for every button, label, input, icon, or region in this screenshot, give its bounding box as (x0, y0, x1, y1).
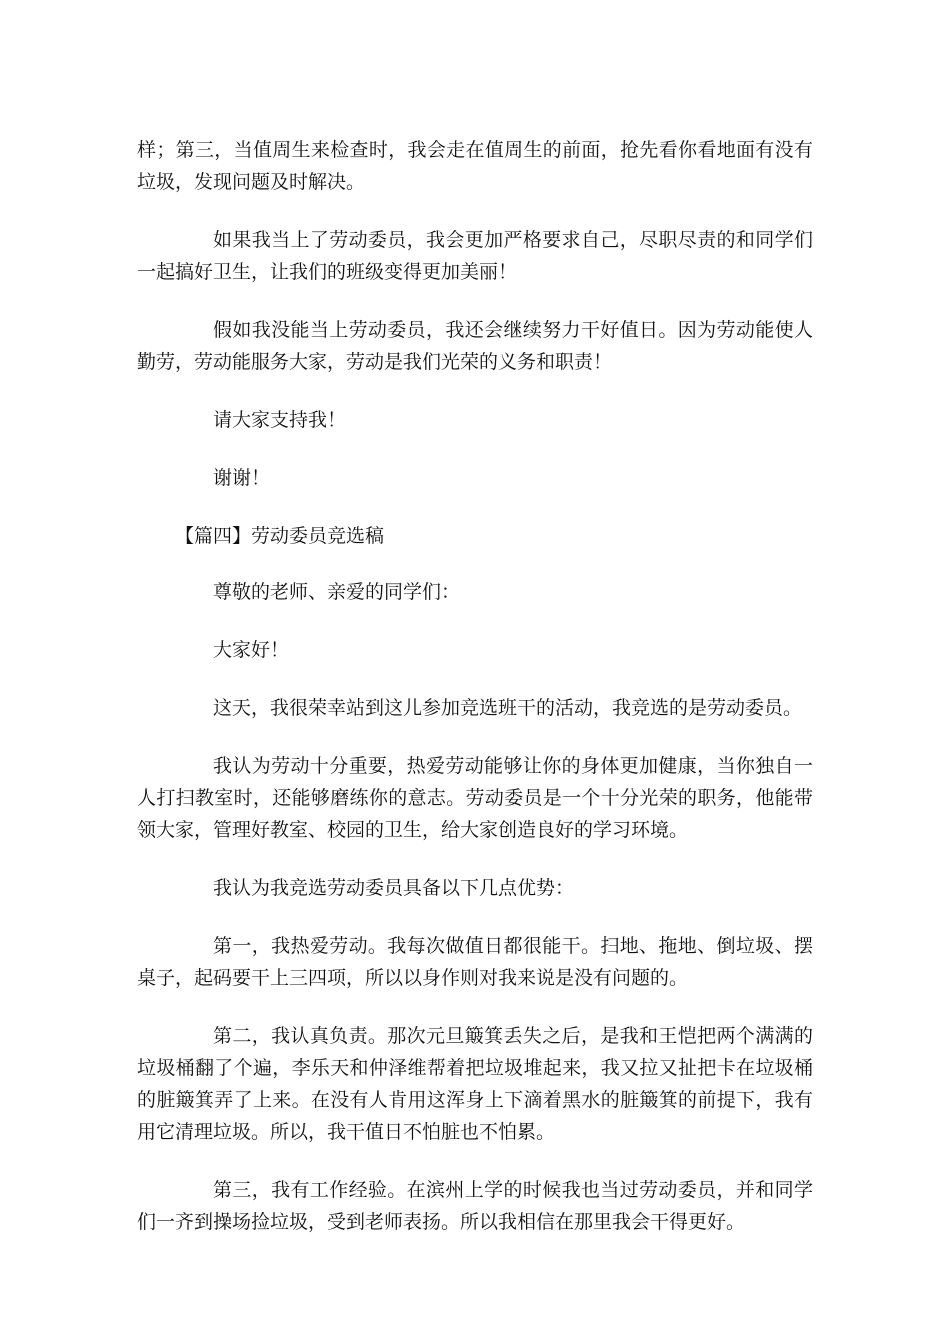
paragraph: 这天，我很荣幸站到这儿参加竞选班干的活动，我竞选的是劳动委员。 (213, 697, 803, 719)
paragraph: 谢谢！ (213, 467, 271, 489)
paragraph-salutation: 尊敬的老师、亲爱的同学们： (213, 581, 461, 603)
section-heading: 【篇四】劳动委员竞选稿 (175, 525, 385, 547)
document-page (137, 134, 813, 1264)
paragraph: 我认为劳动十分重要，热爱劳动能够让你的身体更加健康，当你独自一人打扫教室时，还能够磨练你的意志。劳动委员是一个十分光荣的职务，他能带领大家，管理好教室、校园的卫生，给大家创造良好的学习环境。 (137, 755, 813, 841)
paragraph-point-1: 第一，我热爱劳动。我每次做值日都很能干。扫地、拖地、倒垃圾、摆桌子，起码要干上三四项，所以以身作则对我来说是没有问题的。 (137, 935, 813, 989)
paragraph-greeting: 大家好！ (213, 639, 290, 661)
paragraph: 我认为我竞选劳动委员具备以下几点优势： (213, 877, 575, 899)
paragraph: 请大家支持我！ (213, 409, 347, 431)
paragraph: 如果我当上了劳动委员，我会更加严格要求自己，尽职尽责的和同学们一起搞好卫生，让我们的班级变得更加美丽！ (137, 229, 813, 283)
paragraph: 假如我没能当上劳动委员，我还会继续努力干好值日。因为劳动能使人勤劳，劳动能服务大家，劳动是我们光荣的义务和职责！ (137, 319, 813, 373)
paragraph-continuation: 样；第三，当值周生来检查时，我会走在值周生的前面，抢先看你看地面有没有垃圾，发现问题及时解决。 (137, 139, 813, 193)
paragraph-point-2: 第二，我认真负责。那次元旦簸箕丢失之后，是我和王恺把两个满满的垃圾桶翻了个遍，李乐天和仲泽维帮着把垃圾堆起来，我又拉又扯把卡在垃圾桶的脏簸箕弄了上来。在没有人肯用这浑身上下滴着黑水的脏簸箕的前提下，我有用它清理垃圾。所以，我干值日不怕脏也不怕累。 (137, 1025, 813, 1143)
paragraph-point-3: 第三，我有工作经验。在滨州上学的时候我也当过劳动委员，并和同学们一齐到操场捡垃圾，受到老师表扬。所以我相信在那里我会干得更好。 (137, 1179, 813, 1233)
